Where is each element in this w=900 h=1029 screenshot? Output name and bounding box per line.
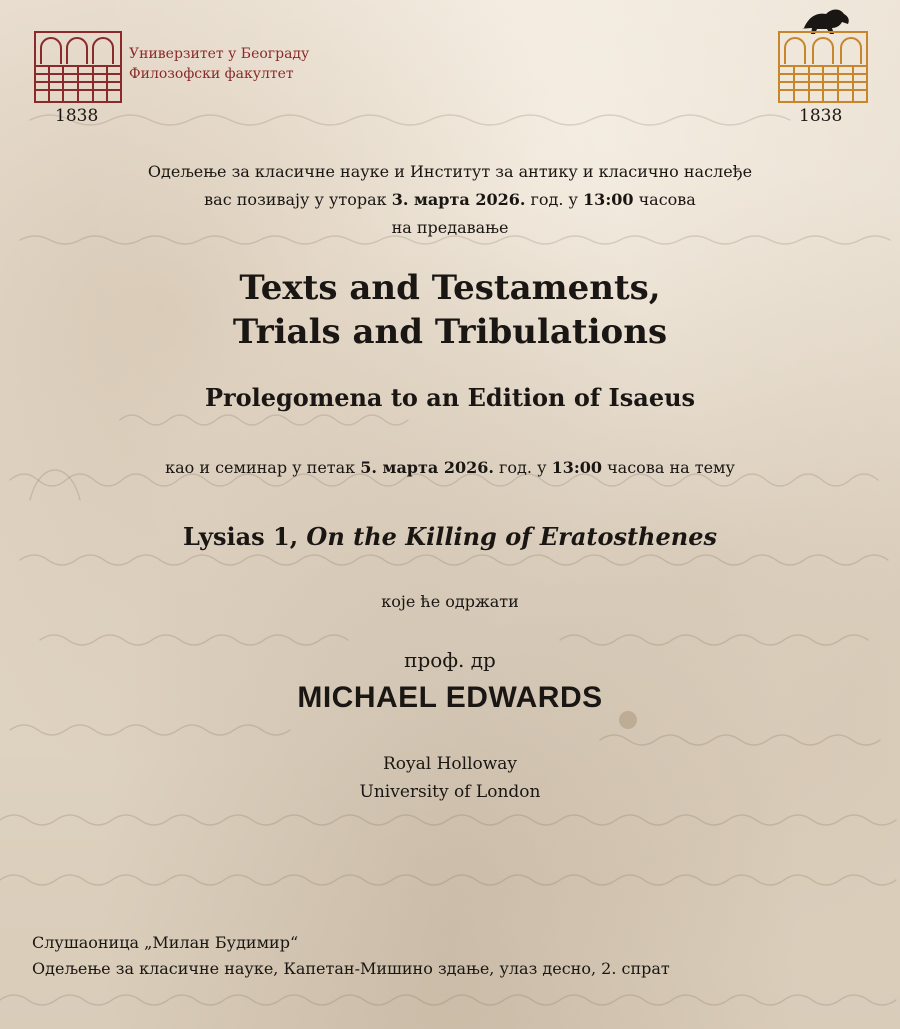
seminar-line-post: часова на тему <box>602 458 735 477</box>
seminar-title-plain: Lysias 1, <box>182 522 307 551</box>
university-name <box>129 44 309 84</box>
invitation-line-3: на предавање <box>391 218 509 237</box>
speaker-affiliation <box>0 750 900 806</box>
lecture-time: 13:00 <box>583 190 634 209</box>
speaker-intro: које ће одржати <box>381 592 519 611</box>
lecture-title <box>0 266 900 354</box>
lion-arches-emblem-icon <box>776 6 871 104</box>
faculty-logo-right <box>776 6 871 130</box>
seminar-date: 5. марта 2026. <box>360 458 494 477</box>
venue-block <box>32 930 670 982</box>
invitation-block <box>0 158 900 242</box>
invitation-line-2 <box>0 186 900 214</box>
founding-year-right: 1838 <box>799 106 843 126</box>
seminar-info <box>0 458 900 477</box>
seminar-time: 13:00 <box>551 458 603 477</box>
lecture-title-line-1: Texts and Testaments, <box>239 268 661 308</box>
lecture-title-line-2: Trials and Tribulations <box>232 312 668 352</box>
venue-line-2: Одељење за класичне науке, Капетан-Мишино здање, улаз десно, 2. спрат <box>32 959 670 978</box>
invitation-line-1: Одељење за класичне науке и Институт за антику и класично наслеђе <box>147 162 753 181</box>
university-line-2: Филозофски факултет <box>129 66 294 82</box>
affiliation-line-1: Royal Holloway <box>382 754 518 774</box>
founding-year-left: 1838 <box>55 106 99 126</box>
venue-line-1: Слушаоница „Милан Будимир“ <box>32 933 299 952</box>
seminar-line-pre: као и семинар у петак <box>165 458 361 477</box>
seminar-title-italic: On the Killing of Eratosthenes <box>306 522 718 551</box>
affiliation-line-2: University of London <box>359 782 541 802</box>
invitation-line-2-mid: год. у <box>525 190 584 209</box>
invitation-line-2-pre: вас позивају у уторак <box>204 190 392 209</box>
seminar-title <box>0 522 900 551</box>
lecture-date: 3. марта 2026. <box>391 190 526 209</box>
seminar-line-mid: год. у <box>493 458 552 477</box>
invitation-line-2-post: часова <box>633 190 696 209</box>
speaker-name: MICHAEL EDWARDS <box>297 681 603 714</box>
university-line-1: Универзитет у Београду <box>129 46 310 62</box>
arches-emblem-icon <box>33 30 125 105</box>
university-logo-left <box>33 30 333 130</box>
speaker-prefix: проф. др <box>404 648 496 672</box>
lecture-subtitle: Prolegomena to an Edition of Isaeus <box>204 383 696 412</box>
